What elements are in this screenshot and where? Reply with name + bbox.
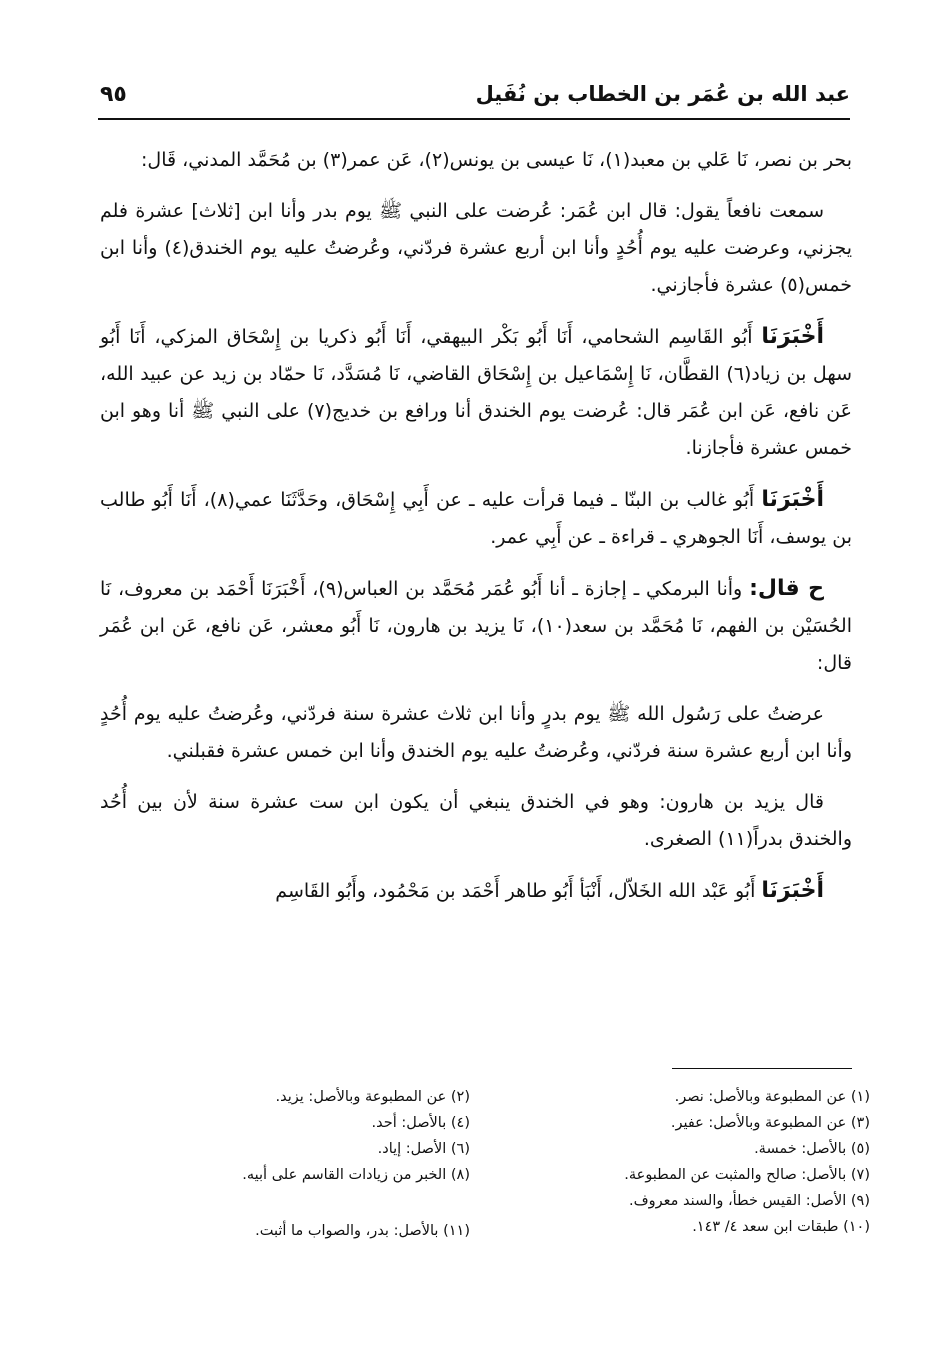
header-title: عبد الله بن عُمَر بن الخطاب بن نُفَيل [475, 82, 850, 106]
footnote: (٣) عن المطبوعة وبالأصل: عفير. [670, 1115, 870, 1131]
footnote-divider [672, 1068, 852, 1069]
footnote: (٧) بالأصل: صالح والمثبت عن المطبوعة. [624, 1167, 870, 1183]
footnote: (٦) الأصل: إياد. [377, 1141, 470, 1157]
paragraph-lead: ح قال: [749, 576, 824, 601]
footnote: (١) عن المطبوعة وبالأصل: نصر. [674, 1089, 870, 1105]
paragraph-lead: أَخْبَرَنَا [761, 487, 825, 512]
footnote: (٢) عن المطبوعة وبالأصل: يزيد. [275, 1089, 470, 1105]
footnotes-column-left [80, 1084, 470, 1244]
paragraph-text: أَبُو القَاسِم الشحامي، أَنَا أَبُو بَكْر البيهقي، أَنَا أَبُو ذكريا بن إِسْحَاق المزكي، أَنَا أَبُو سهل بن زياد(٦) القطَّان، نَا إِسْمَاعيل بن إِسْحَاق القاضي، نَا مُسَدَّد، نَا حمّاد بن زيد عن عبيد الله، عَن نافع، عَن ابن عُمَر قال: عُرضت يوم الخندق أنا ورافع بن خديج(٧) على النبي ﷺ أنا وهو ابن خمس عشرة فأجازنا. [100, 326, 852, 459]
paragraph-lead: أَخْبَرَنَا [761, 324, 824, 349]
main-text [100, 142, 852, 924]
footnote: (٤) بالأصل: أحد. [371, 1115, 470, 1131]
paragraph [100, 872, 852, 910]
footnote: (١٠) طبقات ابن سعد ٤/ ١٤٣. [692, 1219, 870, 1235]
paragraph: بحر بن نصر، نَا عَلي بن معبد(١)، نَا عيسى بن يونس(٢)، عَن عمر(٣) بن مُحَمَّد المدني، قَال: [141, 149, 852, 171]
paragraph-text: أَبُو عَبْد الله الخَلاّل، أَنْبَأ أَبُو طاهر أَحْمَد بن مَحْمُود، وأَبُو القَاسِم [275, 880, 756, 902]
paragraph-text: وأنا البرمكي ـ إجازة ـ أنا أَبُو عُمَر مُحَمَّد بن العباس(٩)، أَخْبَرَنَا أَحْمَد بن معروف، نَا الحُسَيْن بن الفهم، نَا مُحَمَّد بن سعد(١٠)، نَا يزيد بن هارون، نَا أَبُو معشر، عَن نافع، عَن ابن عُمَر قال: [100, 578, 852, 674]
running-header [98, 78, 850, 120]
paragraph [100, 570, 852, 682]
footnote: (٨) الخبر من زيادات القاسم على أبيه. [242, 1167, 470, 1183]
page-number: ٩٥ [100, 82, 127, 107]
paragraph-text: أَبُو غالب بن البنّا ـ فيما قرأت عليه ـ عن أَبِي إِسْحَاق، وحَدَّثَنَا عمي(٨)، أَنَا أَبُو طالب بن يوسف، أَنَا الجوهري ـ قراءة ـ عن أَبِي عمر. [100, 489, 852, 548]
paragraph [100, 318, 852, 467]
paragraph: عرضتُ على رَسُول الله ﷺ يوم بدرٍ وأنا ابن ثلاث عشرة سنة فردّني، وعُرضتُ عليه يوم أُحُدٍ وأنا ابن أربع عشرة سنة فردّني، وعُرضتُ عليه يوم الخندق وأنا ابن خمس عشرة فقبلني. [100, 703, 852, 762]
paragraph [100, 481, 852, 556]
footnotes-column-right [480, 1084, 870, 1240]
footnotes [100, 1084, 870, 1314]
paragraph-lead: أَخْبَرَنَا [761, 878, 824, 903]
paragraph: قال يزيد بن هارون: وهو في الخندق ينبغي أن يكون ابن ست عشرة سنة لأن بين أُحُد والخندق بدراً(١١) الصغرى. [100, 791, 852, 850]
paragraph: سمعت نافعاً يقول: قال ابن عُمَر: عُرضت على النبي ﷺ يوم بدر وأنا ابن [ثلاث] عشرة فلم يجزني، وعرضت عليه يوم أُحُدٍ وأنا ابن أربع عشرة فردّني، وعُرضتُ عليه يوم الخندق(٤) وأنا ابن خمس(٥) عشرة فأجازني. [100, 200, 852, 296]
footnote: (٩) الأصل: القيس خطأ، والسند معروف. [628, 1193, 870, 1209]
footnote: (١١) بالأصل: بدر، والصواب ما أثبت. [255, 1223, 470, 1239]
footnote: (٥) بالأصل: خمسة. [754, 1141, 870, 1157]
